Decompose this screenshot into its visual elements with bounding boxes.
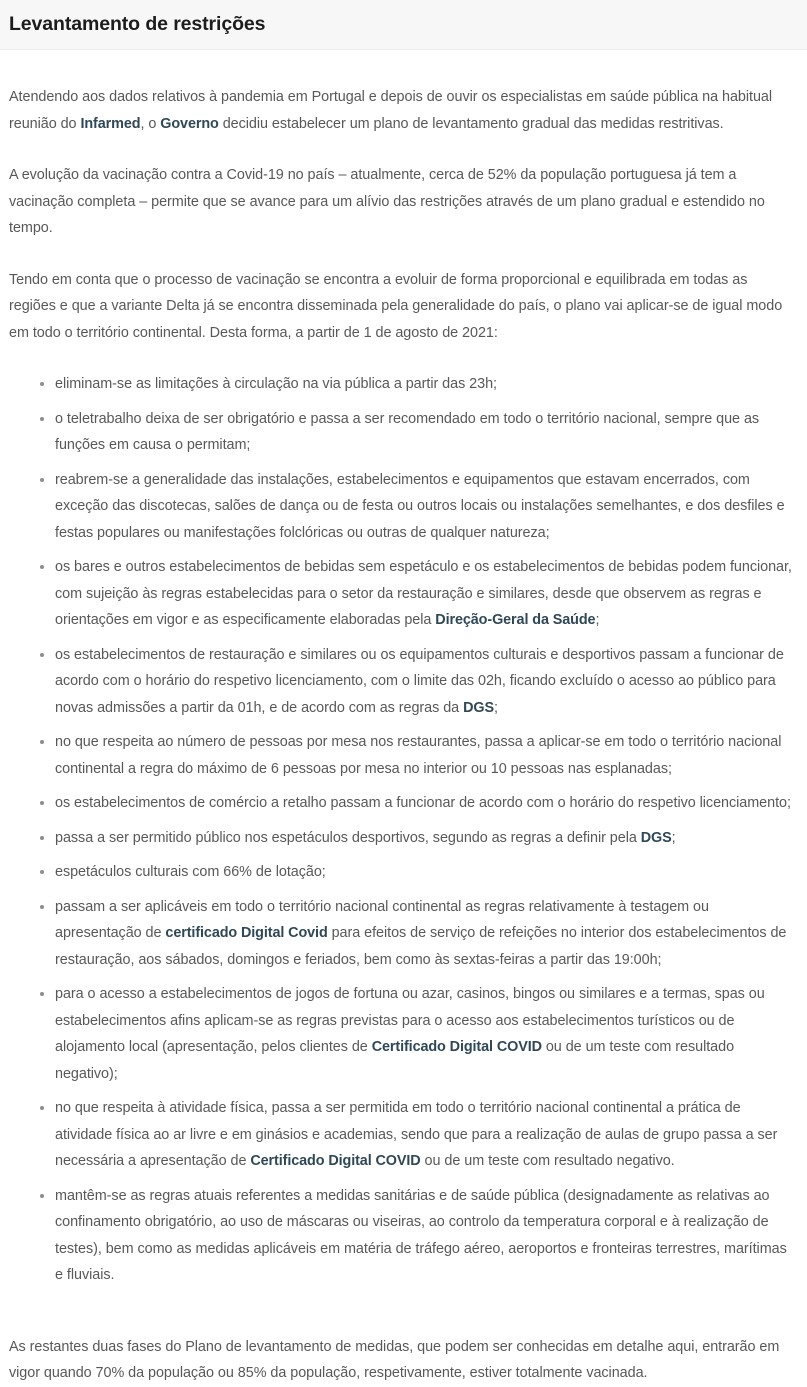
list-item-text-after: para efeitos de serviço de refeições no interior dos estabelecimentos de restauração, aos sábados, domingos e feriados, bem como às sextas-feiras a partir das 19:00h; bbox=[55, 925, 787, 968]
list-item-text-before: passam a ser aplicáveis em todo o território nacional continental as regras relativamente à testagem ou apresentação de bbox=[55, 898, 709, 941]
list-item-link-dgs[interactable]: DGS bbox=[463, 699, 494, 716]
list-item bbox=[9, 825, 798, 852]
list-item-text-before: o teletrabalho deixa de ser obrigatório e passa a ser recomendado em todo o território nacional, sempre que as funções em causa o permitam; bbox=[55, 410, 760, 453]
list-item bbox=[9, 642, 798, 722]
list-item bbox=[9, 467, 798, 547]
list-item-text-before: para o acesso a estabelecimentos de jogos de fortuna ou azar, casinos, bingos ou similares e a termas, spas ou estabelecimentos afins aplicam-se as regras previstas para o acesso aos estabelecimentos turísticos ou de alojamento local (apresentação, pelos clientes de bbox=[55, 986, 765, 1055]
list-item-text-before: eliminam-se as limitações à circulação na via pública a partir das 23h; bbox=[55, 376, 497, 392]
list-item bbox=[9, 406, 798, 459]
paragraph-territorio: Tendo em conta que o processo de vacinação se encontra a evoluir de forma proporcional e equilibrada em todas as regiões e que a variante Delta já se encontra disseminada pela generalidade do país, o plano vai aplicar-se de igual modo em todo o território continental. Desta forma, a partir de 1 de agosto de 2021: bbox=[9, 271, 783, 341]
list-item-text-before: os estabelecimentos de restauração e similares ou os equipamentos culturais e desportivos passam a funcionar de acordo com o horário do respetivo licenciamento, com o limite das 02h, ficando excluído o acesso ao público para novas admissões a partir da 01h, e de acordo com as regras da bbox=[55, 646, 784, 716]
list-item bbox=[9, 729, 798, 782]
measures-list bbox=[9, 371, 798, 1289]
paragraph-fases-seguintes: As restantes duas fases do Plano de levantamento de medidas, que podem ser conhecidas em detalhe aqui, entrarão em vigor quando 70% da população ou 85% da população, respetivamente, estiver totalmente vacinada. bbox=[9, 1338, 780, 1381]
bullet-icon bbox=[40, 905, 44, 909]
list-item-link-certificado-digital-covid[interactable]: certificado Digital Covid bbox=[165, 925, 328, 941]
document-header bbox=[0, 0, 807, 50]
paragraph-intro bbox=[9, 84, 798, 137]
paragraph-intro-text-3: decidiu estabelecer um plano de levantamento gradual das medidas restritivas. bbox=[218, 115, 724, 132]
list-item bbox=[9, 371, 798, 398]
list-item bbox=[9, 1183, 798, 1289]
article-body bbox=[0, 50, 807, 1387]
paragraph-vacinacao: A evolução da vacinação contra a Covid-19 no país – atualmente, cerca de 52% da população portuguesa já tem a vacinação completa – permite que se avance para um alívio das restrições através de um plano gradual e estendido no tempo. bbox=[9, 167, 765, 236]
bullet-icon bbox=[40, 478, 44, 482]
list-item bbox=[9, 981, 798, 1087]
list-item bbox=[9, 894, 798, 974]
list-item-link-dgs-full[interactable]: Direção-Geral da Saúde bbox=[435, 612, 596, 628]
list-item-text-before: os estabelecimentos de comércio a retalho passam a funcionar de acordo com o horário do respetivo licenciamento; bbox=[55, 795, 791, 811]
bullet-icon bbox=[40, 836, 44, 840]
list-item-text-before: mantêm-se as regras atuais referentes a medidas sanitárias e de saúde pública (designadamente as relativas ao confinamento obrigatório, ao uso de máscaras ou viseiras, ao controlo da temperatura corporal e à realização de testes), bem como as medidas aplicáveis em matéria de tráfego aéreo, aeroportos e fronteiras terrestres, marítimas e fluviais. bbox=[55, 1187, 787, 1283]
list-item bbox=[9, 1095, 798, 1175]
list-item-text-before: espetáculos culturais com 66% de lotação; bbox=[55, 864, 326, 880]
list-item-link-certificado-digital-covid[interactable]: Certificado Digital COVID bbox=[250, 1153, 421, 1169]
list-item-text-before: os bares e outros estabelecimentos de bebidas sem espetáculo e os estabelecimentos de bebidas podem funcionar, com sujeição às regras estabelecidas para o setor da restauração e similares, desde que observem as regras e orientações em vigor e as especificamente elaboradas pela bbox=[55, 559, 792, 628]
bullet-icon bbox=[40, 565, 44, 569]
list-item bbox=[9, 554, 798, 634]
page-title: Levantamento de restrições bbox=[9, 13, 266, 35]
link-infarmed[interactable]: Infarmed bbox=[80, 115, 141, 132]
bullet-icon bbox=[40, 740, 44, 744]
bullet-icon bbox=[40, 1194, 44, 1198]
paragraph-intro-text-2: , o bbox=[140, 115, 161, 132]
list-item-text-before: passa a ser permitido público nos espetáculos desportivos, segundo as regras a definir pela bbox=[55, 829, 641, 846]
list-item-text-after: ; bbox=[671, 829, 676, 846]
list-item-text-after: ou de um teste com resultado negativo); bbox=[55, 1039, 735, 1082]
bullet-icon bbox=[40, 382, 44, 386]
list-item-text-before: no que respeita ao número de pessoas por mesa nos restaurantes, passa a aplicar-se em todo o território nacional continental a regra do máximo de 6 pessoas por mesa no interior ou 10 pessoas nas esplanadas; bbox=[55, 734, 782, 777]
list-item-text-after: ou de um teste com resultado negativo. bbox=[420, 1153, 675, 1169]
list-item bbox=[9, 859, 798, 886]
list-item-link-dgs[interactable]: DGS bbox=[640, 829, 672, 846]
list-item-text-before: no que respeita à atividade física, passa a ser permitida em todo o território nacional continental a prática de atividade física ao ar livre e em ginásios e academias, sendo que para a realização de aulas de grupo passa a ser necessária a apresentação de bbox=[55, 1100, 778, 1169]
list-bottom-spacer bbox=[9, 1313, 798, 1334]
list-item-text-after: ; bbox=[595, 612, 600, 628]
bullet-icon bbox=[40, 992, 44, 996]
bullet-icon bbox=[40, 1106, 44, 1110]
bullet-icon bbox=[40, 801, 44, 805]
list-item-text-before: reabrem-se a generalidade das instalações, estabelecimentos e equipamentos que estavam encerrados, com exceção das discotecas, salões de dança ou de festa ou outros locais ou instalações semelhantes, e dos desfiles e festas populares ou manifestações folclóricas ou outras de qualquer natureza; bbox=[55, 471, 785, 541]
paragraph-intro-text-1: Atendendo aos dados relativos à pandemia em Portugal e depois de ouvir os especialistas em saúde pública na habitual reunião do bbox=[9, 89, 772, 132]
bullet-icon bbox=[40, 653, 44, 657]
link-governo[interactable]: Governo bbox=[160, 115, 219, 132]
list-item-link-certificado-digital-covid[interactable]: Certificado Digital COVID bbox=[371, 1039, 542, 1055]
bullet-icon bbox=[40, 870, 44, 874]
bullet-icon bbox=[40, 417, 44, 421]
list-item-text-after: ; bbox=[493, 699, 498, 716]
list-item bbox=[9, 790, 798, 817]
